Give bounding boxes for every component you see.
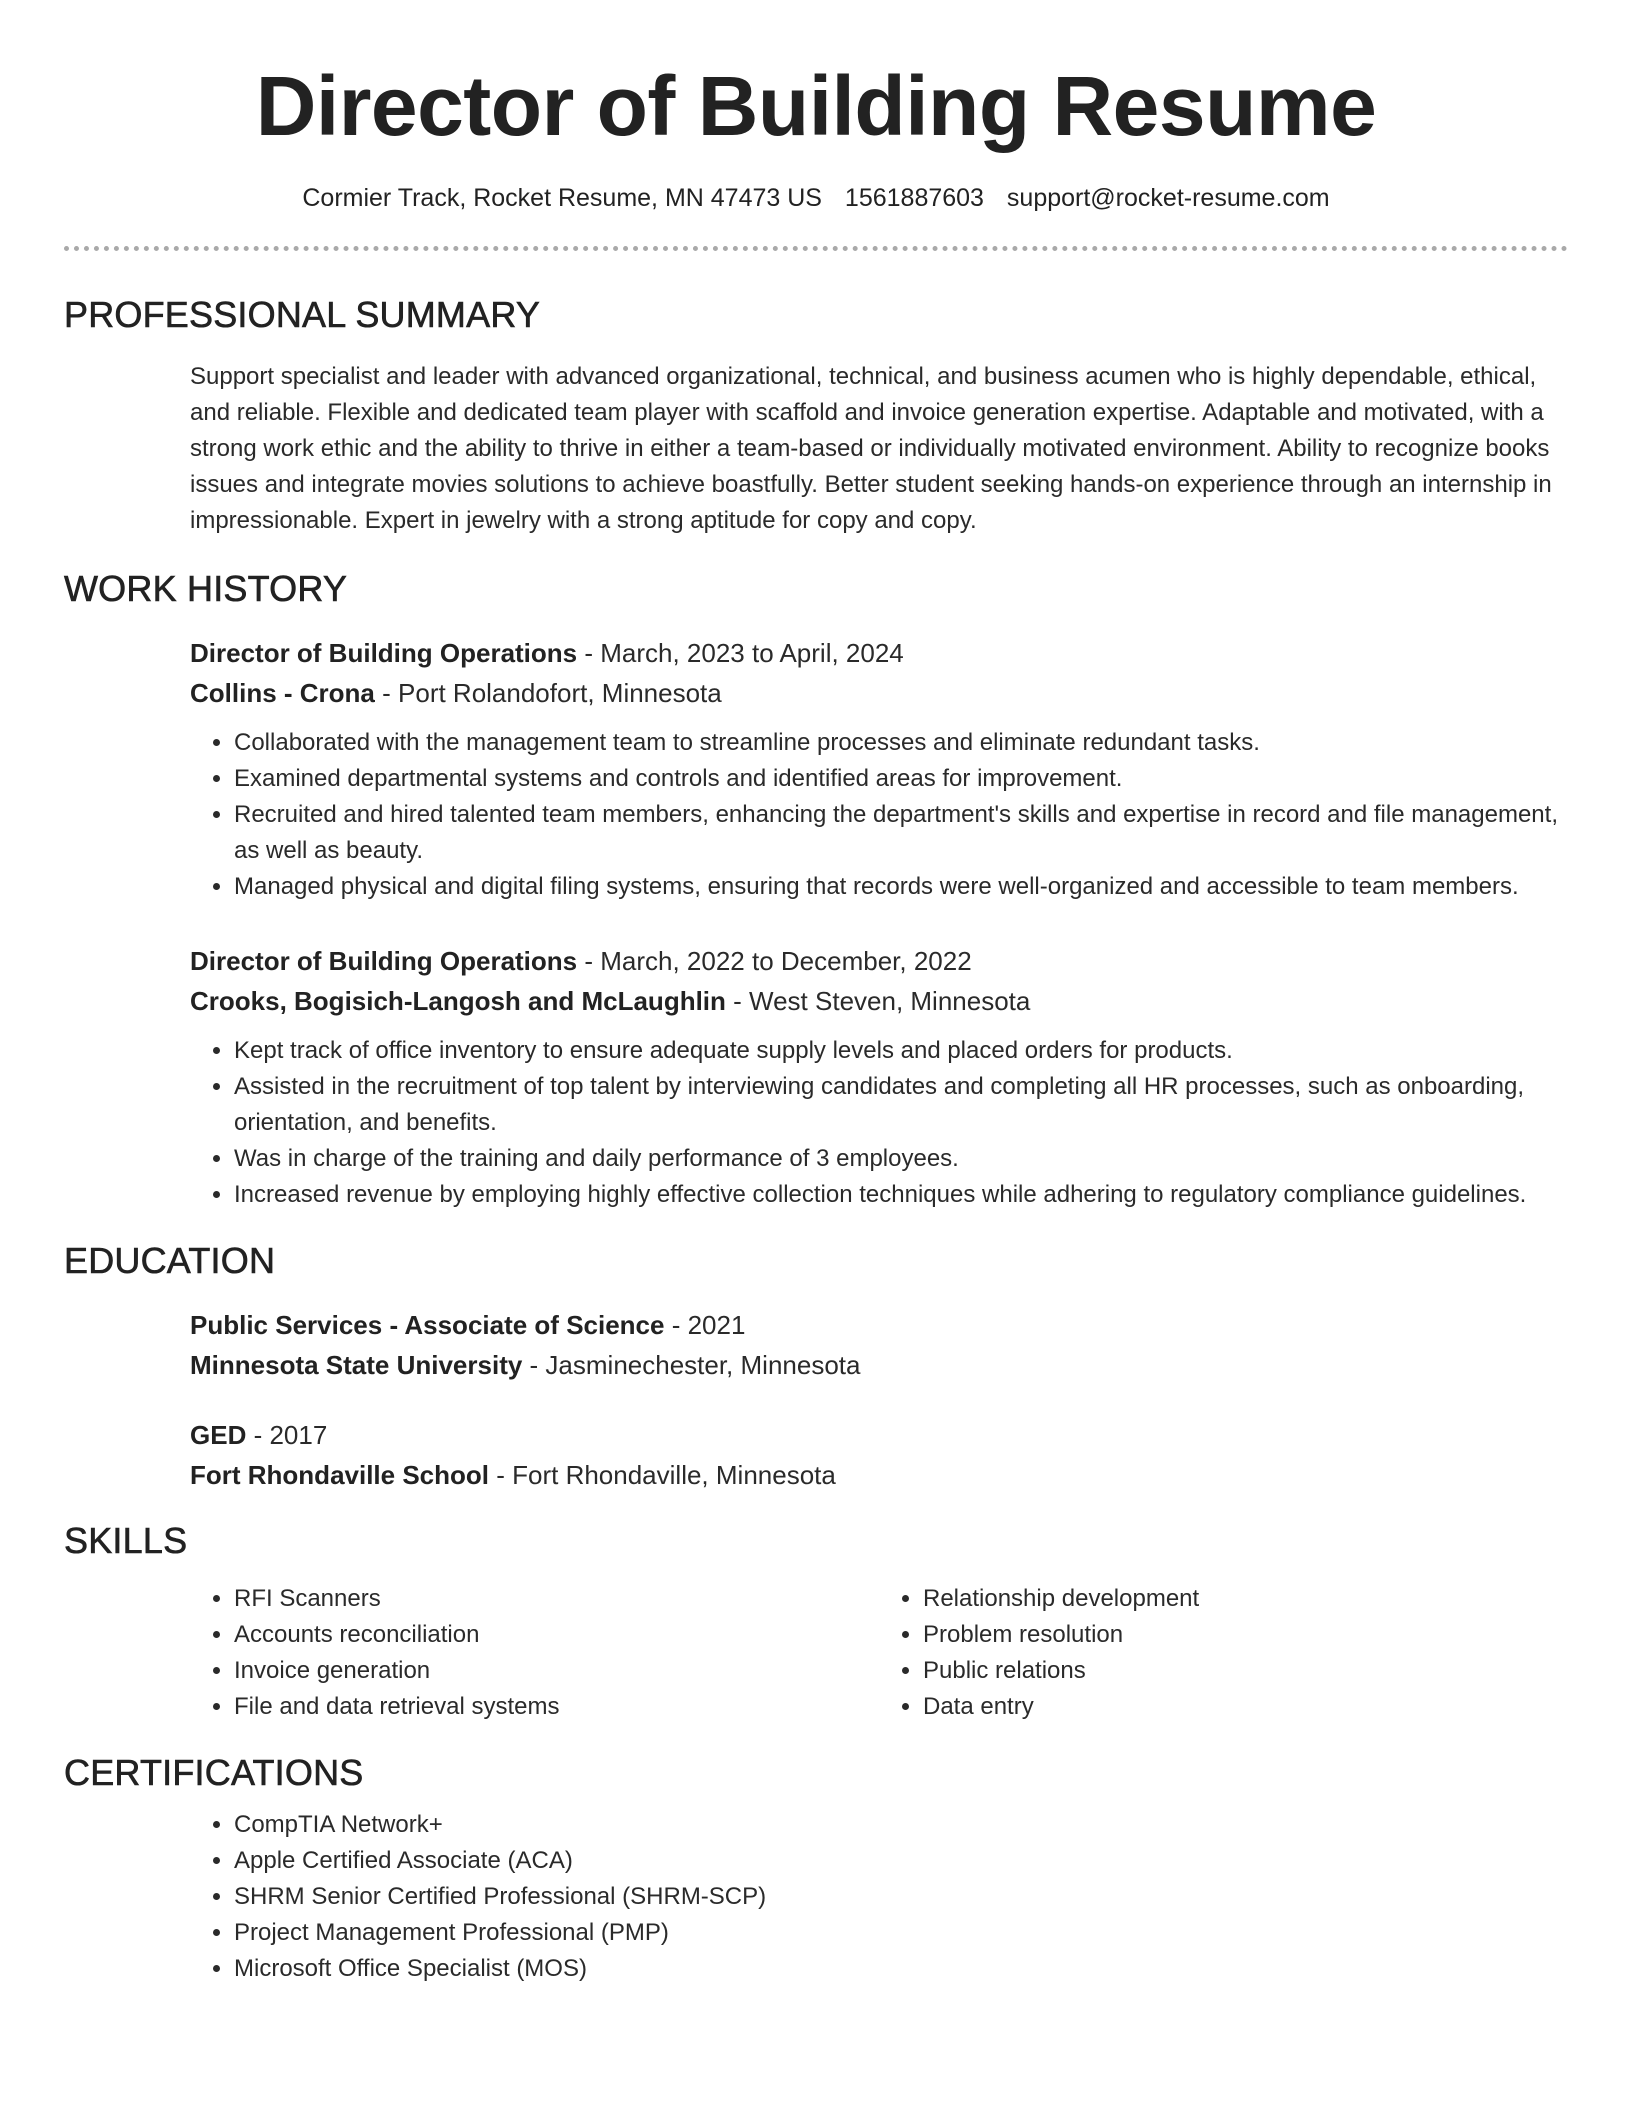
education-entry	[190, 1415, 1568, 1495]
skills-grid	[190, 1581, 1568, 1725]
summary-text: Support specialist and leader with advanced organizational, technical, and business acumen who is highly dependable, ethical, and reliable. Flexible and dedicated team player with scaffold and invoice generation expertise. Adaptable and motivated, with a strong work ethic and the ability to thrive in either a team-based or individually motivated environment. Ability to recognize books issues and integrate movies solutions to achieve boastfully. Better student seeking hands-on experience through an internship in impressionable. Expert in jewelry with a strong aptitude for copy and copy.	[190, 363, 1552, 534]
section-title-skills: SKILLS	[64, 1520, 188, 1561]
contact-phone: 1561887603	[844, 184, 984, 212]
education-year: - 2017	[246, 1420, 328, 1450]
education-degree-line	[190, 1415, 1568, 1455]
job-bullet: • Collaborated with the management team to streamline processes and eliminate redundant tasks.	[234, 725, 1568, 761]
contact-address: Cormier Track, Rocket Resume, MN 47473 US	[302, 184, 822, 212]
certification-item: • Microsoft Office Specialist (MOS)	[234, 1951, 1568, 1987]
skill-item: • Problem resolution	[923, 1617, 1568, 1653]
skills-column-right	[879, 1581, 1568, 1725]
job-bullets	[190, 1033, 1568, 1213]
work-history-list	[190, 633, 1568, 1213]
section-title-certifications: CERTIFICATIONS	[64, 1752, 364, 1793]
certification-item: • Project Management Professional (PMP)	[234, 1915, 1568, 1951]
certification-item: • CompTIA Network+	[234, 1807, 1568, 1843]
education-location: - Jasminechester, Minnesota	[522, 1350, 861, 1380]
education-degree: GED	[190, 1420, 247, 1450]
certifications-list	[190, 1807, 1568, 1987]
education-school-line	[190, 1345, 1568, 1385]
education-degree-line	[190, 1305, 1568, 1345]
education-school: Minnesota State University	[190, 1350, 523, 1380]
skill-item: • File and data retrieval systems	[234, 1689, 879, 1725]
education-school-line	[190, 1455, 1568, 1495]
job-bullet: • Kept track of office inventory to ensure adequate supply levels and placed orders for products.	[234, 1033, 1568, 1069]
contact-info	[64, 182, 1568, 214]
skill-item: • Invoice generation	[234, 1653, 879, 1689]
job-dates: - March, 2022 to December, 2022	[577, 946, 972, 976]
education-location: - Fort Rhondaville, Minnesota	[489, 1460, 836, 1490]
header-divider	[64, 246, 1568, 251]
job-company-line	[190, 981, 1568, 1021]
job-bullet: • Assisted in the recruitment of top talent by interviewing candidates and completing all HR processes, such as onboarding, orientation, and benefits.	[234, 1069, 1568, 1141]
job-location: - West Steven, Minnesota	[725, 986, 1031, 1016]
job-location: - Port Rolandofort, Minnesota	[374, 678, 722, 708]
certification-item: • SHRM Senior Certified Professional (SHRM-SCP)	[234, 1879, 1568, 1915]
section-title-education: EDUCATION	[64, 1240, 276, 1281]
skills-column-left	[190, 1581, 879, 1725]
job-dates: - March, 2023 to April, 2024	[577, 638, 904, 668]
certification-item: • Apple Certified Associate (ACA)	[234, 1843, 1568, 1879]
skill-item: • Data entry	[923, 1689, 1568, 1725]
job-title-line	[190, 633, 1568, 673]
resume-title: Director of Building Resume	[255, 59, 1377, 153]
job-company: Crooks, Bogisich-Langosh and McLaughlin	[190, 986, 726, 1016]
job-bullets	[190, 725, 1568, 905]
education-school: Fort Rhondaville School	[190, 1460, 490, 1490]
job-role: Director of Building Operations	[190, 638, 578, 668]
job-bullet: • Examined departmental systems and controls and identified areas for improvement.	[234, 761, 1568, 797]
skill-item: • Public relations	[923, 1653, 1568, 1689]
job-entry	[190, 633, 1568, 905]
job-bullet: • Increased revenue by employing highly effective collection techniques while adhering to regulatory compliance guidelines.	[234, 1177, 1568, 1213]
job-bullet: • Was in charge of the training and daily performance of 3 employees.	[234, 1141, 1568, 1177]
job-bullet: • Managed physical and digital filing systems, ensuring that records were well-organized and accessible to team members.	[234, 869, 1568, 905]
education-list	[190, 1305, 1568, 1495]
job-bullet: • Recruited and hired talented team members, enhancing the department's skills and expertise in record and file management, as well as beauty.	[234, 797, 1568, 869]
skill-item: • Relationship development	[923, 1581, 1568, 1617]
job-role: Director of Building Operations	[190, 946, 578, 976]
certification-bullets	[190, 1807, 1568, 1987]
education-year: - 2021	[664, 1310, 746, 1340]
job-entry	[190, 941, 1568, 1213]
job-company-line	[190, 673, 1568, 713]
education-degree: Public Services - Associate of Science	[190, 1310, 665, 1340]
job-company: Collins - Crona	[190, 678, 375, 708]
contact-email: support@rocket-resume.com	[1006, 184, 1330, 212]
education-entry	[190, 1305, 1568, 1385]
section-title-work-history: WORK HISTORY	[64, 568, 348, 609]
job-title-line	[190, 941, 1568, 981]
skill-item: • Accounts reconciliation	[234, 1617, 879, 1653]
section-title-summary: PROFESSIONAL SUMMARY	[64, 294, 541, 335]
skill-item: • RFI Scanners	[234, 1581, 879, 1617]
